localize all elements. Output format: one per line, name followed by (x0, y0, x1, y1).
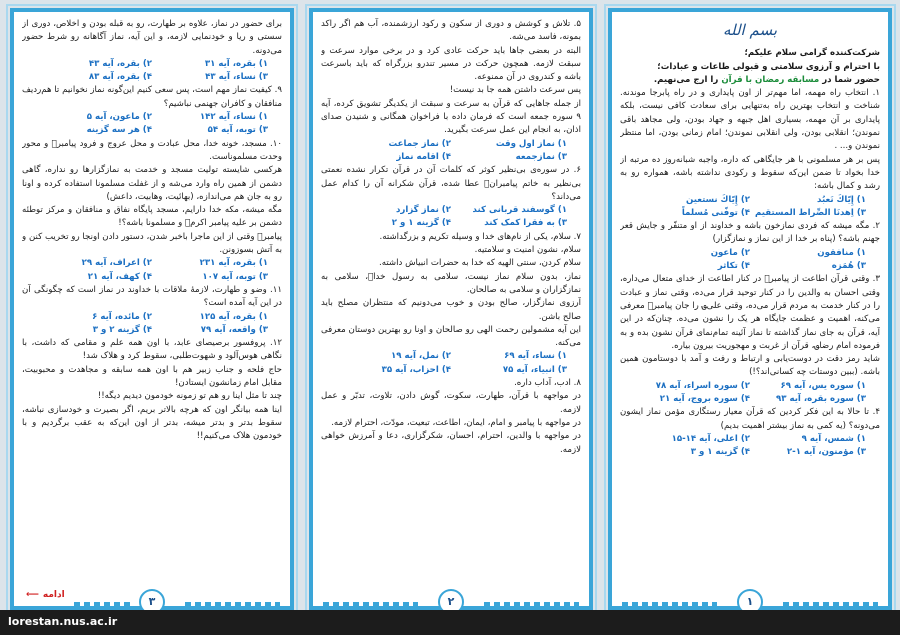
option: ۴) گزینه ۲ و ۳ (92, 324, 152, 335)
option: ۲) اعراف، آیه ۲۹ (81, 258, 152, 269)
question-12-continued: چند تا مثل اینا رو هم تو زمونه خودمون دیدیم دیگه!! (97, 391, 282, 402)
question-9: ۹. کیفیت نماز مهم است، پس سعی کنیم این‌گونه نماز نخوانیم تا هم‌ردیف منافقان و کافران جهنمی نباشیم؟ (22, 85, 282, 109)
footer-bar (0, 610, 900, 635)
question-6: ۶. در سوره‌ی بی‌نظیر کوثر که کلمات آن در قرآن تکرار نشده نعمتی بی‌نظیر به خاتم پیامبرانؐ عطا شده، قرآن شکرانه آن را کدام عمل می‌داند؟ (321, 165, 581, 202)
option: ۲) سوره اسراء، آیه ۷۸ (655, 380, 750, 391)
question-1-options (620, 194, 880, 221)
option: ۱) نساء، آیه ۱۴۲ (199, 112, 268, 123)
page-2-content (321, 18, 581, 584)
option: ۲) ماعون، آیه ۵ (86, 112, 152, 123)
basmala-calligraphy: بسم الله (722, 21, 778, 39)
option: ۱) منافقون (817, 247, 866, 258)
decorative-dots (783, 602, 878, 610)
question-5-continued: پس سرعت داشتن همه جا بد نیست! (449, 85, 581, 96)
question-8-continued: در مواجهه با قرآن، طهارت، سکوت، گوش دادن، تلاوت، تدبّر و عمل لازمه. (321, 391, 581, 415)
question-3: ۳. وقتی قرآن اطاعت از پیامبرؐ در کنار اطاعت از خدای متعال می‌داره، وقتی احسان به والدین را در کنار توحید قرار می‌ده، وقتی نماز و عبادت را در کنار خدمت به مردم قرار می‌ده، وقتی علی؈ را جان پیامبرؐ معرفی می‌کنه، اهمیت و عظمت جایگاه هر یک را نشون می‌ده. چنان‌که در این آیه، قرآن به جای نماز گذاشته تا نماز آئینه تمام‌نمای قرآن نشون بده و به فرموده امام رضا؈، قرآن از غربت و مهجوریت بیرون بیاره. (620, 274, 880, 351)
question-11: ۱۱. وضو و طهارت، لازمهٔ ملاقات با خداوند در نماز است که چگونگی آن در این آیه آمده است؟ (22, 284, 282, 309)
contest-name: مسابقه رمضان با قرآن (721, 74, 820, 85)
question-4: ۴. تا حالا به این فکر کردین که قرآن معیار رستگاری مؤمن نماز ایشون می‌دونه؟ (یه کمی به نماز بیشتر اهمیت بدیم) (620, 407, 880, 431)
intro-line: با احترام و آرزوی سلامتی و قبولی طاعات و عبادات؛ (657, 61, 880, 72)
decorative-dots (74, 602, 134, 610)
question-10-continued: هرکسی شایسته تولیت مسجد و خدمت به نمازگزارها رو نداره، گاهی دشمن از همین راه وارد می‌شه و از غفلت مسلمونا استفاده کرده و اونا رو به جان هم می‌اندازه، (بهائیت، وهابیت، داعش) (22, 165, 282, 202)
page-1-content (620, 18, 880, 584)
option: ۱) بقره، آیه ۱۲۵ (199, 311, 268, 322)
option: ۱) نساء، آیه ۶۹ (504, 351, 567, 362)
option: ۲) نمل، آیه ۱۹ (391, 351, 451, 362)
question-8-continued: برای حضور در نماز، علاوه بر طهارت، رو به قبله بودن و اخلاص، دوری از سستی و ریا و خودنمایی لازمه، و این آیه، نماز آگاهانه رو شرط حضور می‌دونه. (22, 19, 282, 56)
option: ۳) توبه، آیه ۱۰۷ (202, 271, 268, 282)
option: ۳) سوره بقره، آیه ۹۳ (776, 394, 866, 405)
option: ۱) شمس، آیه ۹ (801, 433, 866, 444)
option: ۲) بقره، آیه ۴۳ (88, 58, 152, 69)
question-8-options (22, 58, 282, 85)
option: ۱) بقره، آیه ۲۳۱ (199, 258, 268, 269)
option: ۴) گزینه ۱ و ۲ (391, 218, 451, 229)
question-7: ۷. سلام، یکی از نام‌های خدا و وسیله تکریم و بزرگداشته. (379, 231, 581, 242)
question-8-continued: در مواجهه با پیامبر و امام، ایمان، اطاعت، تبعیت، مودّت، احترام لازمه. (331, 417, 581, 428)
option: ۳) به فقرا کمک کند (484, 218, 567, 229)
question-5: ۵. تلاش و کوشش و دوری از سکون و رکود ارزشمنده، آب هم اگر راکد بمونه، فاسد می‌شه. (321, 19, 581, 43)
decorative-dots (484, 602, 579, 610)
option: ۳) هُمَزه (831, 261, 866, 272)
question-10-continued: پیامبرؐ وقتی از این ماجرا باخبر شدن، دستور دادن اونجا رو تخریب کنن و به آتش بسوزونن. (22, 231, 282, 256)
option: ۴) بقره، آیه ۸۳ (88, 72, 152, 83)
question-12: ۱۲. پروفسور برصیصای عابد، با اون همه علم و مقامی که داشت، با نگاهی هوس‌آلود و شهوت‌طلبی، سقوط کرد و هلاک شد! (22, 338, 282, 362)
question-8: ۸. ادب، آداب داره. (514, 378, 581, 389)
option: ۴) کهف، آیه ۲۱ (87, 271, 152, 282)
question-7-continued: نماز، بدون سلام نماز نیست، سلامی به رسول خداؐ، سلامی به نمازگزاران و سلامی به صالحان. (321, 271, 581, 295)
decorative-dots (323, 602, 418, 610)
question-8-continued: در مواجهه با والدین، احترام، احسان، شکرگزاری، دعا و آمرزش خواهی لازمه. (321, 431, 581, 455)
greeting: شرکت‌کننده گرامی سلام علیکم؛ (744, 48, 880, 59)
question-11-options (22, 311, 282, 338)
question-7-continued: سلام، نشون امنیت و سلامتیه. (474, 245, 581, 256)
option: ۳) نساء، آیه ۴۳ (205, 72, 268, 83)
option: ۳) انبیاء، آیه ۷۵ (502, 364, 567, 375)
question-3-options (620, 380, 880, 407)
welcome-before: حضور شما در (819, 74, 880, 85)
option: ۴) اقامه نماز (396, 151, 451, 162)
option: ۱) بقره، آیه ۳۱ (204, 58, 268, 69)
question-1-continued: پس بر هر مسلمونی با هر جایگاهی که داره، واجبه شبانه‌روز ده مرتبه از خدا بخواد تا ضمن این‌که سقوط و رکودی نداشته باشه، همواره رو به رشد و کمال باشه: (620, 154, 880, 192)
page-3-content (22, 18, 282, 584)
continue-link[interactable] (26, 590, 65, 600)
question-10-options (22, 257, 282, 284)
page-number: ۱ (737, 589, 763, 615)
option: ۱) إِیّاكَ نَعبُد (817, 194, 866, 205)
option: ۲) نماز گزارد (396, 205, 451, 216)
page-number: ۳ (139, 589, 165, 615)
decorative-dots (622, 602, 717, 610)
option: ۱) نماز اول وقت (495, 138, 567, 149)
option: ۴) گزینه ۱ و ۳ (690, 447, 750, 458)
page-panel-2 (309, 8, 593, 610)
question-3-continued: شاید رمز دقت در دوست‌یابی و ارتباط و رفت و آمد با دوستامون همین باشه. (ببین دوستات چه کسانی‌اند؟!) (620, 354, 880, 378)
question-10-continued: مگه میشه، مکه خدا دارایم، مسجد پایگاه نفاق و منافقان و مرکز توطئه دشمن بر علیه پیامبر اکرمؐ و مسلمونا باشه؟! (22, 205, 282, 229)
option: ۴) توفّنی مُسلماً (681, 207, 750, 218)
arrow-left-icon: ⟵ (26, 590, 39, 600)
option: ۲) ماعون (710, 247, 750, 258)
site-url[interactable]: lorestan.nus.ac.ir (8, 615, 118, 628)
question-9-options (22, 111, 282, 138)
question-7-continued: این آیه مشمولین رحمت الهی رو صالحان و اونا رو بهترین دوستان معرفی می‌کنه. (321, 324, 581, 349)
question-12-continued: حاج فلحه و جناب زبیر هم با اون همه سابقه و مجاهدت و محبوبیت، مقابل امام زمانشون ایستادن! (22, 364, 282, 389)
option: ۳) توبه، آیه ۵۴ (207, 125, 268, 136)
option: ۲) اعلی، آیه ۱۴-۱۵ (671, 433, 750, 444)
option: ۱) گوسفند قربانی کند (472, 205, 567, 216)
question-1: ۱. انتخاب راه مهمه، اما مهم‌تر از اون پایداری و در راه پابرجا موندنه. شناخت و انتخاب بهترین راه به‌تنهایی برای سعادت کافی نیست، بلکه پایداری بر آن مهمه، بسیاری اهل جبهه و جهاد بودن، ولی مجاهد باقی نموندن؛ انقلابی بودن، ولی انقلابی نموندن؛ امام زمانی بودن، اما منتظر نموندن و... . (620, 88, 880, 152)
page-number: ۲ (438, 589, 464, 615)
option: ۴) تکاثر (717, 261, 750, 272)
question-6-options (321, 204, 581, 231)
question-4-options (620, 433, 880, 460)
option: ۴) احزاب، آیه ۳۵ (381, 364, 451, 375)
option: ۲) مائده، آیه ۶ (92, 311, 152, 322)
question-7-continued: سلام کردن، سنتی الهیه که خدا به حضرات انبیاش داشته. (378, 258, 581, 269)
decorative-dots (185, 602, 280, 610)
welcome-after: را ارج می‌نهیم. (653, 74, 722, 85)
option: ۳) مؤمنون، آیه ۱-۲ (786, 447, 866, 458)
option: ۱) سوره یس، آیه ۶۹ (780, 380, 866, 391)
option: ۳) اِهدنَا الصِّراط المستقیم (755, 207, 866, 218)
option: ۴) سوره بروج، آیه ۲۱ (659, 394, 750, 405)
question-5-continued: از جمله جاهایی که قرآن به سرعت و سبقت از یکدیگر تشویق کرده، آیه ۹ سوره جمعه است که فرمان داده با فراخوان همگانی و شنیدن صدای اذان، به انجام این عمل سرعت بگیرید. (321, 98, 581, 136)
question-2-options (620, 247, 880, 274)
continue-label: ادامه (42, 590, 65, 600)
option: ۳) واقعه، آیه ۷۹ (200, 324, 268, 335)
question-2: ۲. مگه میشه که فردی نمازخون باشه و خداوند از او متنفّر و جایش قعر جهنم باشه؟ (پناه بر خدا از این نماز و نمازگزار) (620, 221, 880, 245)
question-12-continued: اینا همه بیانگر اون که هرچه بالاتر بریم، اگر بصیرت و خودسازی نباشه، سقوط بدتر و بدتر میشه، بدتر از اون این‌که به عقب برگردیم و با خودمون هلاک می‌کنیم!! (22, 404, 282, 442)
question-7-continued: آرزوی نمازگزار، صالح بودن و خوب می‌دونیم که منتظران مصلح باید صالح باشن. (321, 298, 581, 322)
question-7-options (321, 350, 581, 377)
option: ۲) إِیّاكَ نستعین (685, 194, 750, 205)
option: ۳) نمازجمعه (515, 151, 567, 162)
option: ۲) نماز جماعت (388, 138, 451, 149)
question-5-options (321, 138, 581, 165)
option: ۴) هر سه گزینه (86, 125, 152, 136)
welcome-line (620, 74, 880, 87)
question-10: ۱۰. مسجد، خونه خدا، محل عبادت و محل عروج و فرود پیامبرؐ و محور وحدت مسلموناست. (22, 138, 282, 162)
page-panel-1 (608, 8, 892, 610)
page-panel-3 (10, 8, 294, 610)
question-5-continued: البته در بعضی جاها باید حرکت عادی کرد و در برخی موارد سرعت و سبقت لازمه. همچون حرکت در مسیر تندرو بزرگراه که باید باسرعت باشه و کندروی در آن ممنوعه. (321, 45, 581, 83)
